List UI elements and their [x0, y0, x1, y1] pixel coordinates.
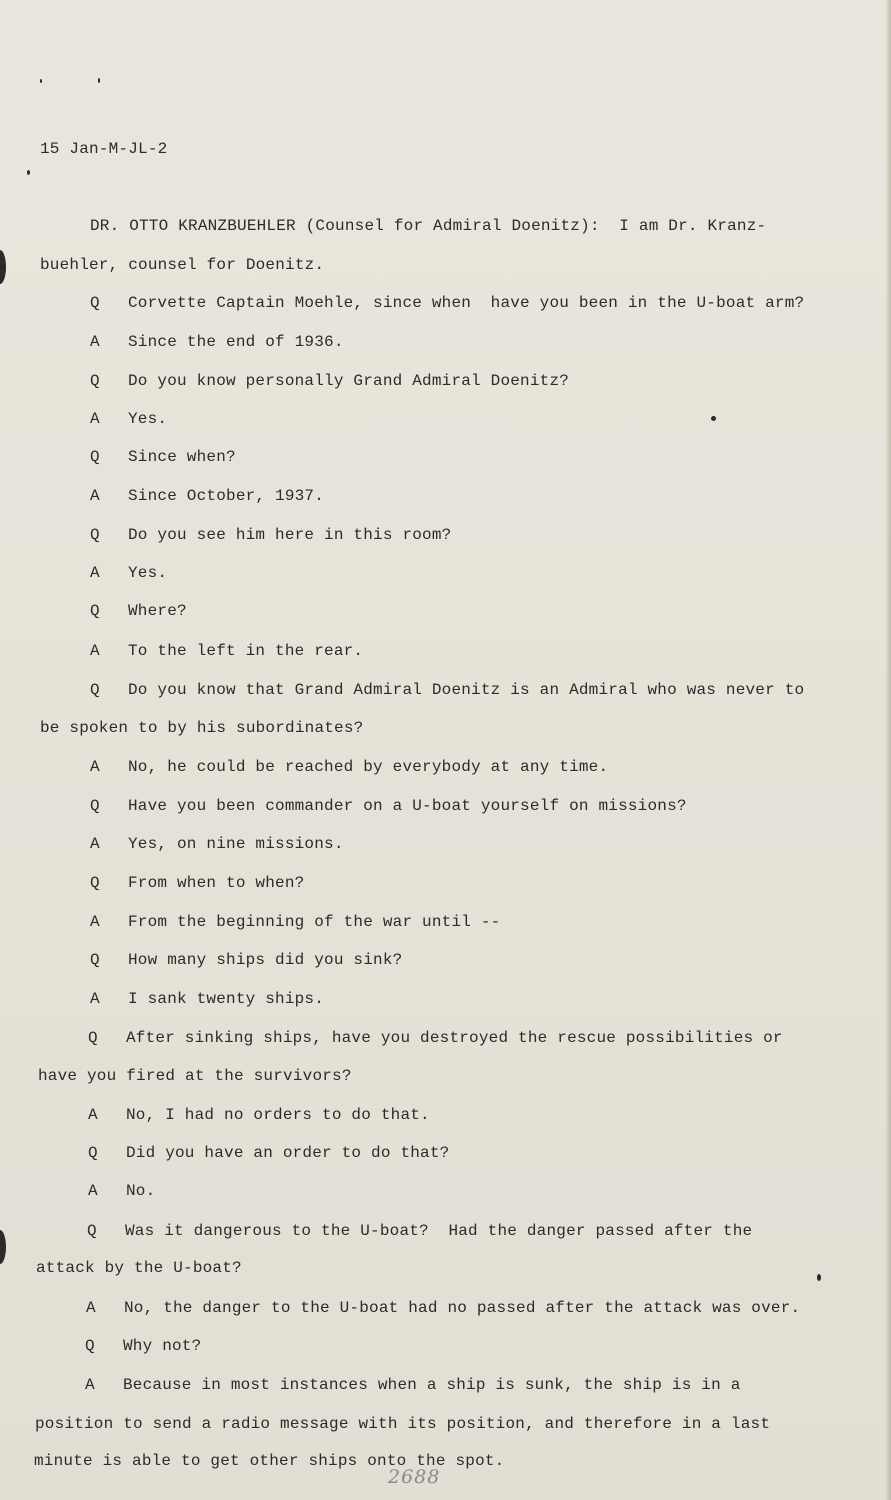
qa-text: Since October, 1937.: [128, 487, 325, 505]
speaker-label: A: [88, 1182, 98, 1200]
qa-text: Corvette Captain Moehle, since when have you been in the U-boat arm?: [128, 294, 805, 312]
speaker-label: Q: [88, 1144, 98, 1162]
qa-text: Yes.: [128, 410, 168, 428]
qa-line: [90, 950, 402, 970]
qa-line: [90, 371, 569, 391]
binder-hole-shadow: [0, 1230, 6, 1264]
qa-text: From when to when?: [128, 874, 305, 892]
qa-text: Where?: [128, 602, 187, 620]
speaker-label: Q: [90, 951, 100, 969]
qa-text: After sinking ships, have you destroyed the rescue possibilities or: [126, 1029, 783, 1047]
qa-line: [90, 912, 500, 932]
speaker-label: Q: [90, 448, 100, 466]
speaker-label: A: [90, 758, 100, 776]
speaker-label: Q: [90, 372, 100, 390]
speaker-label: A: [90, 564, 100, 582]
qa-text: Yes, on nine missions.: [128, 835, 344, 853]
speaker-label: A: [90, 487, 100, 505]
ink-speck: [40, 79, 42, 83]
speaker-label: Q: [90, 602, 100, 620]
qa-line: [90, 332, 344, 352]
document-reference: 15 Jan-M-JL-2: [40, 140, 168, 158]
qa-line: [90, 757, 608, 777]
qa-line: [90, 834, 344, 854]
qa-text: Did you have an order to do that?: [126, 1144, 450, 1162]
qa-line: [88, 1105, 430, 1125]
qa-line: [90, 293, 804, 313]
qa-text: No, he could be reached by everybody at any time.: [128, 758, 609, 776]
qa-line: [90, 601, 187, 621]
qa-line: [90, 680, 804, 700]
qa-text: No, the danger to the U-boat had no passed after the attack was over.: [124, 1299, 801, 1317]
qa-text: Do you see him here in this room?: [128, 526, 452, 544]
ink-speck: [27, 170, 30, 175]
qa-line: [88, 1181, 155, 1201]
speaker-label: Q: [90, 294, 100, 312]
qa-text: Since when?: [128, 448, 236, 466]
qa-continuation: have you fired at the survivors?: [38, 1067, 352, 1085]
qa-line: [90, 525, 451, 545]
qa-line: [90, 409, 167, 429]
qa-line: [90, 641, 363, 661]
speaker-label: Q: [90, 797, 100, 815]
qa-text: No, I had no orders to do that.: [126, 1106, 430, 1124]
handwritten-page-number: 2688: [388, 1466, 441, 1488]
speaker-label: A: [90, 990, 100, 1008]
qa-continuation: be spoken to by his subordinates?: [40, 719, 364, 737]
qa-line: [86, 1298, 800, 1318]
qa-text: Yes.: [128, 564, 168, 582]
qa-text: To the left in the rear.: [128, 642, 364, 660]
speaker-label: Q: [87, 1222, 97, 1240]
qa-line: [88, 1028, 783, 1048]
qa-continuation: position to send a radio message with its position, and therefore in a last: [35, 1415, 771, 1433]
ink-speck: [98, 78, 100, 83]
page-edge-shadow: [885, 0, 891, 1500]
speaker-label: A: [88, 1106, 98, 1124]
speaker-label: A: [90, 642, 100, 660]
qa-line: [85, 1375, 741, 1395]
qa-continuation: minute is able to get other ships onto the spot.: [34, 1452, 505, 1470]
qa-text: No.: [126, 1182, 156, 1200]
qa-text: Have you been commander on a U-boat yourself on missions?: [128, 797, 687, 815]
counsel-intro-line: DR. OTTO KRANZBUEHLER (Counsel for Admiral Doenitz): I am Dr. Kranz-: [90, 217, 767, 235]
qa-text: How many ships did you sink?: [128, 951, 403, 969]
ink-speck: [817, 1274, 821, 1281]
qa-line: [90, 563, 167, 583]
qa-text: Since the end of 1936.: [128, 333, 344, 351]
qa-text: From the beginning of the war until --: [128, 913, 501, 931]
qa-text: Because in most instances when a ship is sunk, the ship is in a: [123, 1376, 741, 1394]
ink-speck: [711, 416, 716, 421]
speaker-label: Q: [90, 681, 100, 699]
qa-text: Do you know that Grand Admiral Doenitz is an Admiral who was never to: [128, 681, 805, 699]
binder-hole-shadow: [0, 250, 6, 284]
speaker-label: A: [90, 333, 100, 351]
qa-text: Do you know personally Grand Admiral Doenitz?: [128, 372, 570, 390]
speaker-label: A: [86, 1299, 96, 1317]
qa-line: [88, 1143, 449, 1163]
qa-text: I sank twenty ships.: [128, 990, 325, 1008]
speaker-label: Q: [90, 874, 100, 892]
speaker-label: A: [85, 1376, 95, 1394]
qa-line: [90, 873, 304, 893]
qa-line: [90, 486, 324, 506]
qa-text: Why not?: [123, 1337, 202, 1355]
qa-text: Was it dangerous to the U-boat? Had the danger passed after the: [125, 1222, 753, 1240]
qa-line: [90, 447, 236, 467]
speaker-label: Q: [85, 1337, 95, 1355]
qa-line: [87, 1221, 752, 1241]
speaker-label: A: [90, 913, 100, 931]
qa-line: [85, 1336, 201, 1356]
speaker-label: Q: [90, 526, 100, 544]
qa-continuation: attack by the U-boat?: [36, 1259, 242, 1277]
speaker-label: Q: [88, 1029, 98, 1047]
counsel-intro-continuation: buehler, counsel for Doenitz.: [40, 256, 325, 274]
qa-line: [90, 796, 687, 816]
speaker-label: A: [90, 410, 100, 428]
qa-line: [90, 989, 324, 1009]
speaker-label: A: [90, 835, 100, 853]
